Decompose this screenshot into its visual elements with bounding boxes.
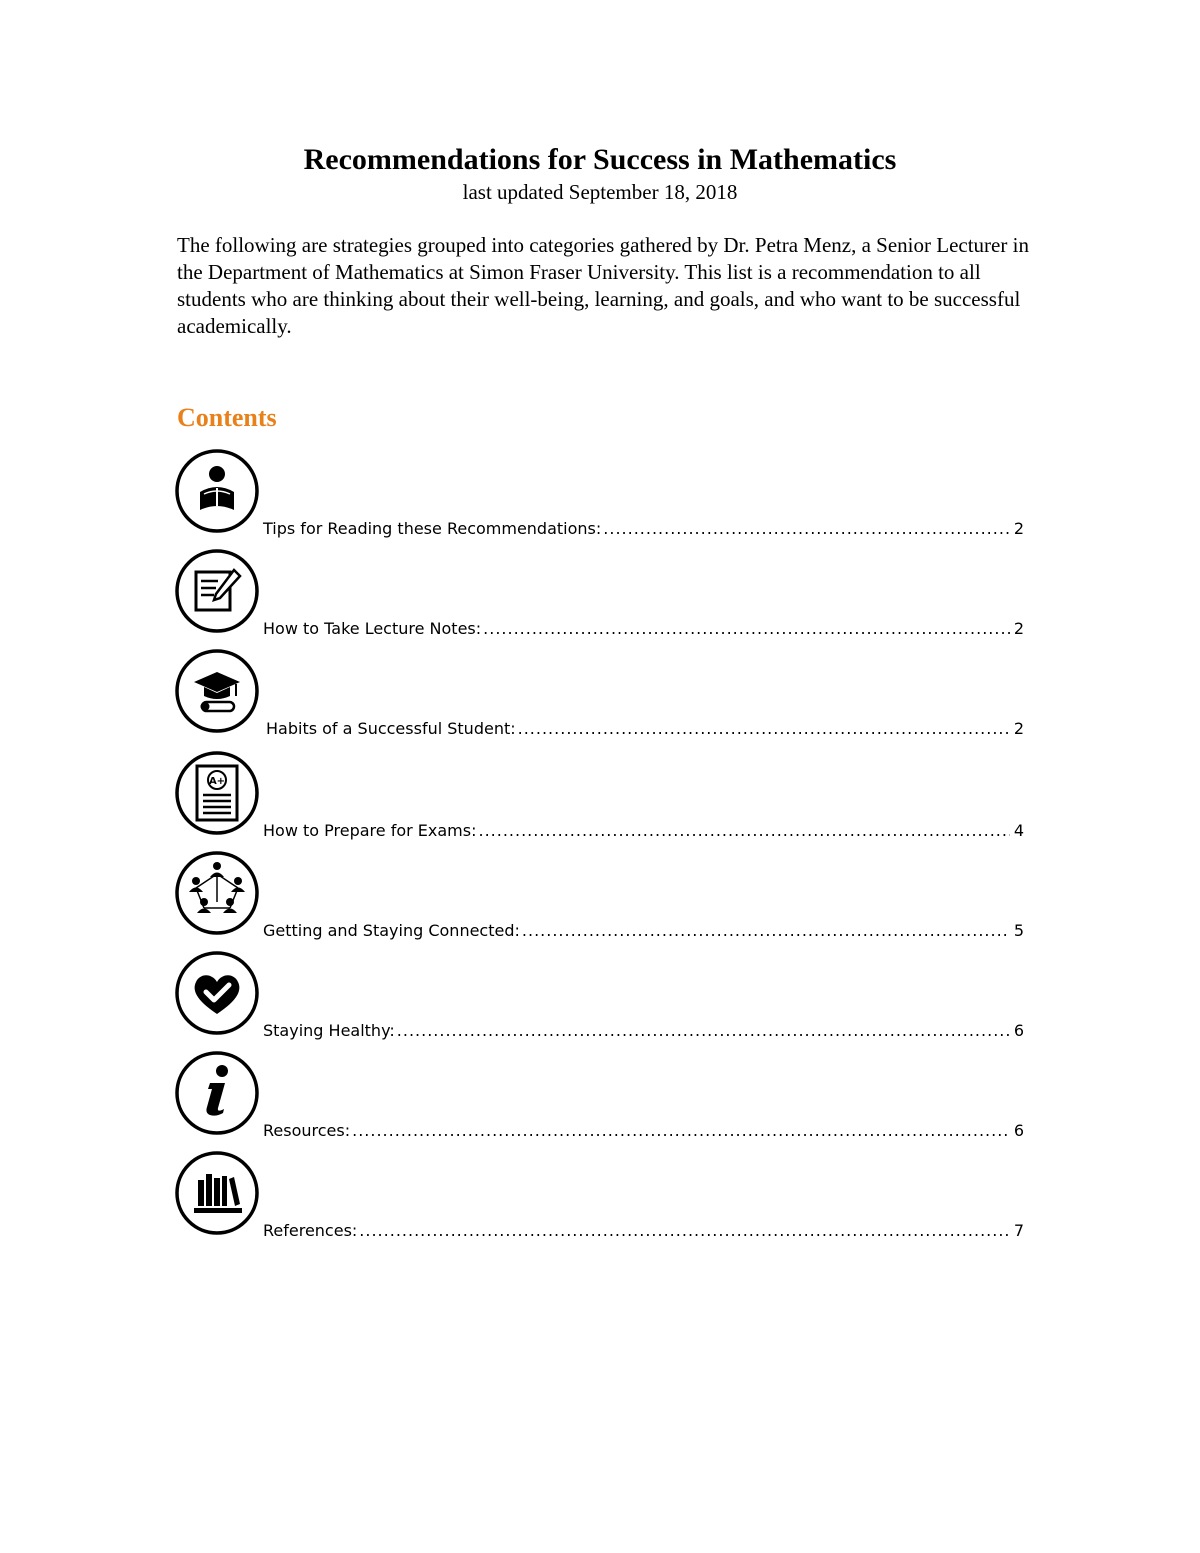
toc-label[interactable]: Getting and Staying Connected:: [263, 921, 520, 940]
last-updated-date: last updated September 18, 2018: [462, 180, 738, 204]
toc-entry-staying-healthy[interactable]: [174, 950, 1024, 1040]
graded-exam-icon: [174, 750, 260, 836]
intro-text: The following are strategies grouped into categories gathered by Dr. Petra Menz, a Senior Lecturer in the Department of Mathematics at Simon Fraser University. This list is a recommendation to all students who are thinking about their well-being, learning, and goals, and who want to be successful academically.: [177, 233, 1029, 338]
dot-leader: [522, 920, 1010, 942]
dot-leader: [478, 820, 1010, 842]
toc-entry-resources[interactable]: [174, 1050, 1024, 1140]
intro-paragraph: [177, 232, 1037, 340]
toc-page-number: 5: [1013, 921, 1024, 940]
toc-line: [263, 518, 1024, 540]
toc-entry-staying-connected[interactable]: [174, 850, 1024, 940]
dot-leader: [603, 518, 1010, 540]
toc-entry-successful-student[interactable]: [174, 648, 1024, 738]
dot-leader: [359, 1220, 1010, 1242]
reading-student-icon: [174, 448, 260, 534]
toc-page-number: 6: [1013, 1021, 1024, 1040]
dot-leader: [518, 718, 1010, 740]
graduation-cap-diploma-icon: [174, 648, 260, 734]
connected-people-icon: [174, 850, 260, 936]
toc-entry-references[interactable]: [174, 1150, 1024, 1240]
toc-label[interactable]: Habits of a Successful Student:: [266, 719, 516, 738]
toc-line: [263, 1020, 1024, 1042]
toc-entry-reading-tips[interactable]: [174, 448, 1024, 538]
toc-line: [263, 920, 1024, 942]
toc-page-number: 2: [1013, 719, 1024, 738]
dot-leader: [352, 1120, 1010, 1142]
toc-page-number: 7: [1013, 1221, 1024, 1240]
notepad-pencil-icon: [174, 548, 260, 634]
toc-line: [263, 1220, 1024, 1242]
toc-entry-prepare-exams[interactable]: [174, 750, 1024, 840]
toc-page-number: 2: [1013, 619, 1024, 638]
books-icon: [174, 1150, 260, 1236]
toc-page-number: 6: [1013, 1121, 1024, 1140]
document-title: Recommendations for Success in Mathematics: [303, 143, 897, 176]
toc-line: [263, 820, 1024, 842]
toc-page-number: 2: [1013, 519, 1024, 538]
toc-line: [263, 1120, 1024, 1142]
toc-label[interactable]: How to Prepare for Exams:: [263, 821, 477, 840]
toc-label[interactable]: How to Take Lecture Notes:: [263, 619, 482, 638]
svg-text:A+: A+: [208, 776, 226, 787]
heart-check-icon: [174, 950, 260, 1036]
contents-heading: Contents: [177, 403, 277, 432]
dot-leader: [397, 1020, 1010, 1042]
info-icon: [174, 1050, 260, 1136]
toc-page-number: 4: [1013, 821, 1024, 840]
toc-label[interactable]: References:: [263, 1221, 358, 1240]
toc-label[interactable]: Staying Healthy:: [263, 1021, 395, 1040]
toc-label[interactable]: Resources:: [263, 1121, 351, 1140]
toc-label[interactable]: Tips for Reading these Recommendations:: [263, 519, 602, 538]
dot-leader: [483, 618, 1010, 640]
toc-line: [263, 618, 1024, 640]
toc-line: [263, 718, 1024, 740]
toc-entry-lecture-notes[interactable]: [174, 548, 1024, 638]
